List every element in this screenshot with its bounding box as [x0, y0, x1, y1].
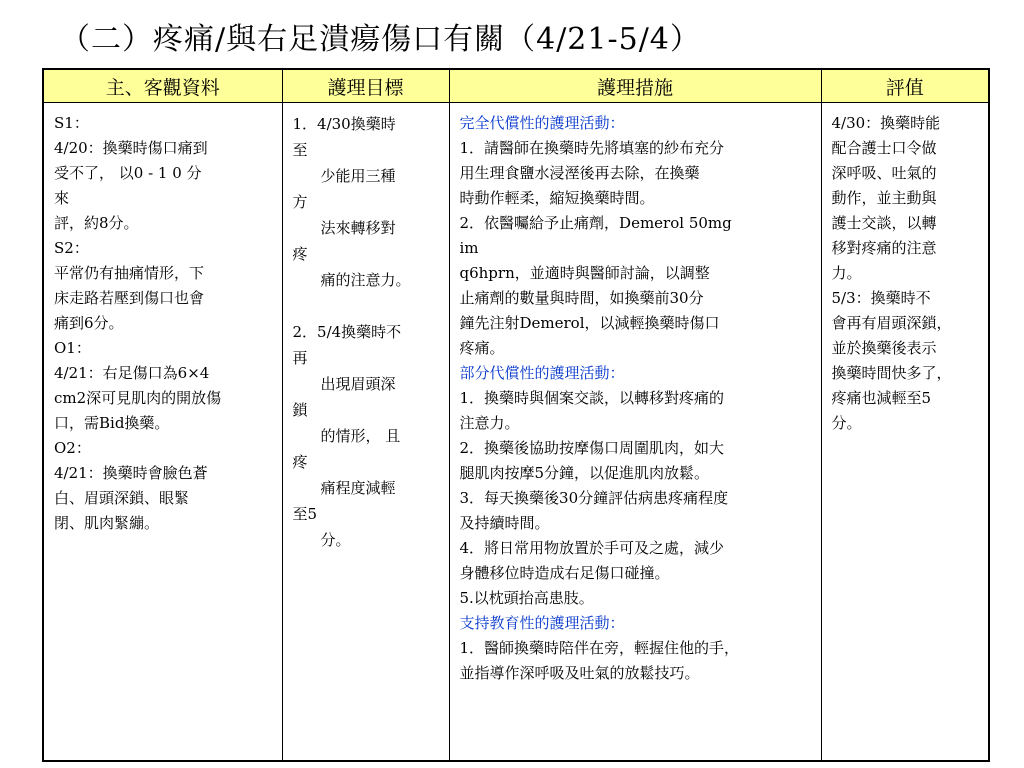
- data-line: 受不了， 以0 - 1 0 分: [54, 164, 202, 182]
- header-subjective-objective-data: 主、客觀資料: [43, 69, 282, 103]
- section-heading-supportive-educational: 支持教育性的護理活動：: [459, 614, 625, 632]
- evaluation-line: 4/30：換藥時能: [831, 114, 941, 132]
- data-line: 4/20：換藥時傷口痛到: [54, 139, 208, 157]
- section-heading-partial-compensatory: 部分代償性的護理活動：: [459, 364, 625, 382]
- evaluation-line: 換藥時間快多了，: [831, 364, 952, 382]
- measure-line: 時動作輕柔，縮短換藥時間。: [459, 189, 655, 207]
- data-line: O1：: [54, 339, 91, 357]
- measure-line: im: [459, 239, 479, 257]
- evaluation-line: 深呼吸、吐氣的: [831, 164, 937, 182]
- care-plan-table: [42, 68, 990, 762]
- measure-line: 1．請醫師在換藥時先將填塞的紗布充分: [459, 139, 725, 157]
- measure-line: 5.以枕頭抬高患肢。: [459, 589, 594, 607]
- evaluation-line: 配合護士口令做: [831, 139, 937, 157]
- header-nursing-measures: 護理措施: [449, 69, 821, 103]
- evaluation-line: 5/3：換藥時不: [831, 289, 931, 307]
- evaluation-line: 護士交談，以轉: [831, 214, 937, 232]
- table-header-row: [43, 69, 989, 103]
- header-nursing-goals: 護理目標: [282, 69, 449, 103]
- data-line: 床走路若壓到傷口也會: [54, 289, 205, 307]
- page-title: （二）疼痛/與右足潰瘍傷口有關（4/21-5/4）: [60, 22, 701, 57]
- measure-line: 腿肌肉按摩5分鐘，以促進肌肉放鬆。: [459, 464, 710, 482]
- measure-line: 並指導作深呼吸及吐氣的放鬆技巧。: [459, 664, 700, 682]
- goal-line: 痛程度減輕: [320, 479, 396, 497]
- data-cell: [43, 103, 282, 762]
- evaluation-line: 力。: [831, 264, 862, 282]
- data-line: 口，需Bid換藥。: [54, 414, 170, 432]
- data-line: S2：: [54, 239, 89, 257]
- data-line: 閉、肌肉緊繃。: [54, 514, 160, 532]
- evaluation-line: 會再有眉頭深鎖，: [831, 314, 952, 332]
- measure-line: 疼痛。: [459, 339, 505, 357]
- evaluation-line: 移對疼痛的注意: [831, 239, 937, 257]
- header-evaluation: 評值: [821, 69, 989, 103]
- table-row: [43, 103, 989, 762]
- measure-line: 止痛劑的數量與時間，如換藥前30分: [459, 289, 704, 307]
- measure-line: 2．換藥後協助按摩傷口周圍肌肉，如大: [459, 439, 725, 457]
- data-line: 來: [54, 189, 70, 207]
- data-line: 白、眉頭深鎖、眼緊: [54, 489, 190, 507]
- goal-line: 痛的注意力。: [320, 271, 411, 289]
- measure-line: 用生理食鹽水浸溼後再去除，在換藥: [459, 164, 700, 182]
- goal-line: 分。: [320, 531, 351, 549]
- goal-spacer: [293, 293, 443, 319]
- evaluation-line: 動作，並主動與: [831, 189, 937, 207]
- data-line: O2：: [54, 439, 91, 457]
- goal-line: 1．4/30換藥時: [292, 115, 396, 133]
- measure-line: 1．換藥時與個案交談，以轉移對疼痛的: [459, 389, 725, 407]
- measures-cell: [449, 103, 821, 762]
- goal-line: 鎖: [292, 401, 308, 419]
- measure-line: 4．將日常用物放置於手可及之處，減少: [459, 539, 725, 557]
- goal-line: 疼: [292, 245, 308, 263]
- measure-line: 注意力。: [459, 414, 520, 432]
- evaluation-line: 疼痛也減輕至5: [831, 389, 932, 407]
- goal-line: 再: [292, 349, 308, 367]
- data-line: 平常仍有抽痛情形，下: [54, 264, 205, 282]
- goal-line: 至5: [292, 505, 318, 523]
- goal-line: 方: [292, 193, 308, 211]
- goal-line: 的情形， 且: [320, 427, 401, 445]
- goals-cell: [282, 103, 449, 762]
- goal-line: 至: [292, 141, 308, 159]
- measure-line: 2．依醫囑給予止痛劑，Demerol 50mg: [459, 214, 732, 232]
- data-line: 4/21：右足傷口為6×4: [54, 364, 210, 382]
- goal-line: 疼: [292, 453, 308, 471]
- measure-line: 1．醫師換藥時陪伴在旁，輕握住他的手，: [459, 639, 740, 657]
- measure-line: 3．每天換藥後30分鐘評估病患疼痛程度: [459, 489, 729, 507]
- measure-line: 及持續時間。: [459, 514, 550, 532]
- measure-line: q6hprn，並適時與醫師討論，以調整: [459, 264, 710, 282]
- goal-line: 少能用三種: [320, 167, 396, 185]
- data-line: 評，約8分。: [54, 214, 139, 232]
- data-line: 痛到6分。: [54, 314, 124, 332]
- section-heading-full-compensatory: 完全代償性的護理活動：: [459, 114, 625, 132]
- measure-line: 鐘先注射Demerol，以減輕換藥時傷口: [459, 314, 720, 332]
- evaluation-cell: [821, 103, 989, 762]
- measure-line: 身體移位時造成右足傷口碰撞。: [459, 564, 670, 582]
- goal-line: 法來轉移對: [320, 219, 396, 237]
- evaluation-line: 分。: [831, 414, 862, 432]
- data-line: S1：: [54, 114, 89, 132]
- goal-line: 2．5/4換藥時不: [292, 323, 402, 341]
- data-line: cm2深可見肌肉的開放傷: [54, 389, 222, 407]
- data-line: 4/21：換藥時會臉色蒼: [54, 464, 208, 482]
- evaluation-line: 並於換藥後表示: [831, 339, 937, 357]
- goal-line: 出現眉頭深: [320, 375, 396, 393]
